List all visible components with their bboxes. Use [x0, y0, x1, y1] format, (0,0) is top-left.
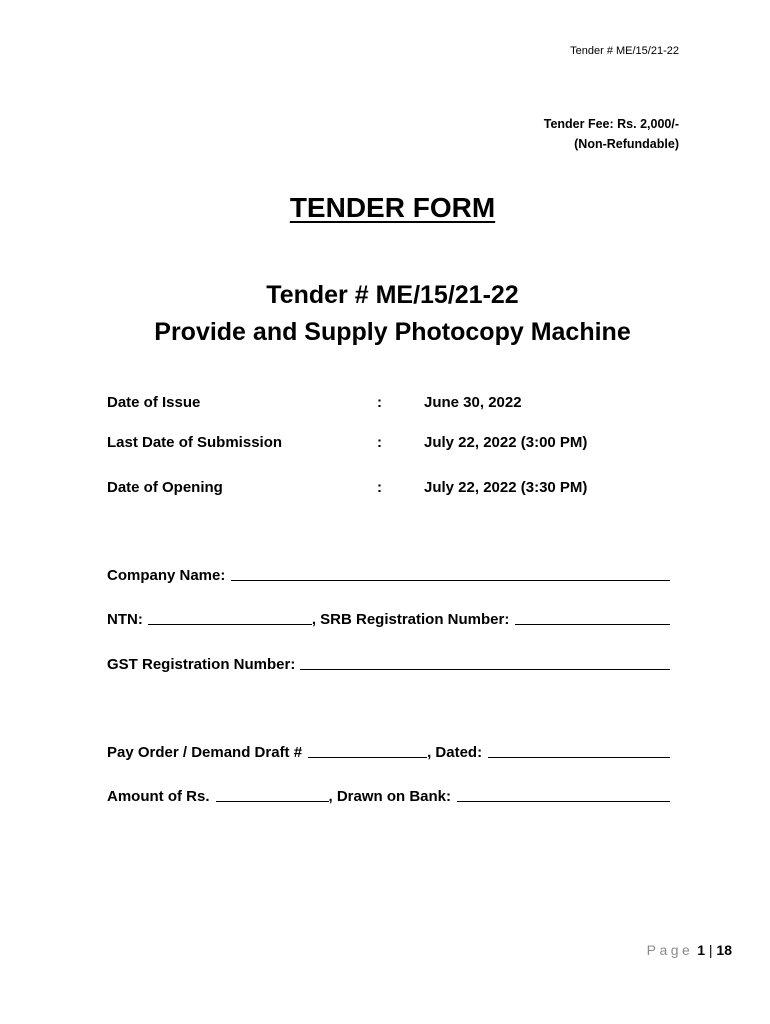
tender-description-heading: Provide and Supply Photocopy Machine [154, 318, 631, 346]
bank-field[interactable] [457, 786, 670, 802]
page-title: TENDER FORM [289, 192, 496, 223]
srb-registration-field[interactable] [515, 609, 670, 625]
amount-label: Amount of Rs. [107, 788, 210, 805]
pay-order-line [107, 739, 670, 761]
total-pages: 18 [716, 942, 732, 958]
current-page-number: 1 [697, 942, 705, 958]
srb-label: , SRB Registration Number: [311, 611, 510, 628]
pay-order-number-field[interactable] [308, 742, 427, 758]
info-value: July 22, 2022 (3:30 PM) [424, 479, 588, 496]
gst-line [107, 651, 670, 673]
tender-number-heading: Tender # ME/15/21-22 [266, 281, 519, 309]
ntn-label: NTN: [107, 611, 143, 628]
page-word: Page [646, 942, 694, 958]
dated-label: , Dated: [427, 744, 483, 761]
info-value: June 30, 2022 [424, 394, 522, 411]
ntn-srb-line [107, 606, 670, 628]
info-separator: : [377, 394, 382, 411]
info-separator: : [377, 479, 382, 496]
tender-fee-block [544, 114, 679, 154]
info-label: Date of Opening [107, 479, 223, 496]
tender-subtitle [0, 277, 770, 351]
gst-registration-field[interactable] [300, 654, 670, 670]
page-separator: | [708, 942, 713, 958]
bank-label: , Drawn on Bank: [328, 788, 452, 805]
info-value: July 22, 2022 (3:00 PM) [424, 434, 588, 451]
info-label: Date of Issue [107, 394, 201, 411]
page-number-footer [647, 942, 732, 958]
info-label: Last Date of Submission [107, 434, 283, 451]
info-separator: : [377, 434, 382, 451]
info-row-last-date-of-submission [107, 434, 687, 456]
info-row-date-of-issue [107, 394, 687, 416]
company-name-line [107, 562, 670, 584]
pay-order-label: Pay Order / Demand Draft # [107, 744, 303, 761]
company-name-label: Company Name: [107, 567, 226, 584]
tender-fee-note: (Non-Refundable) [574, 137, 679, 151]
header-tender-reference: Tender # ME/15/21-22 [570, 45, 679, 57]
gst-label: GST Registration Number: [107, 656, 296, 673]
company-name-field[interactable] [231, 565, 670, 581]
ntn-field[interactable] [148, 609, 312, 625]
tender-fee-amount: Tender Fee: Rs. 2,000/- [543, 117, 679, 131]
amount-bank-line [107, 783, 670, 805]
info-row-date-of-opening [107, 479, 687, 501]
amount-field[interactable] [216, 786, 329, 802]
dated-field[interactable] [488, 742, 670, 758]
